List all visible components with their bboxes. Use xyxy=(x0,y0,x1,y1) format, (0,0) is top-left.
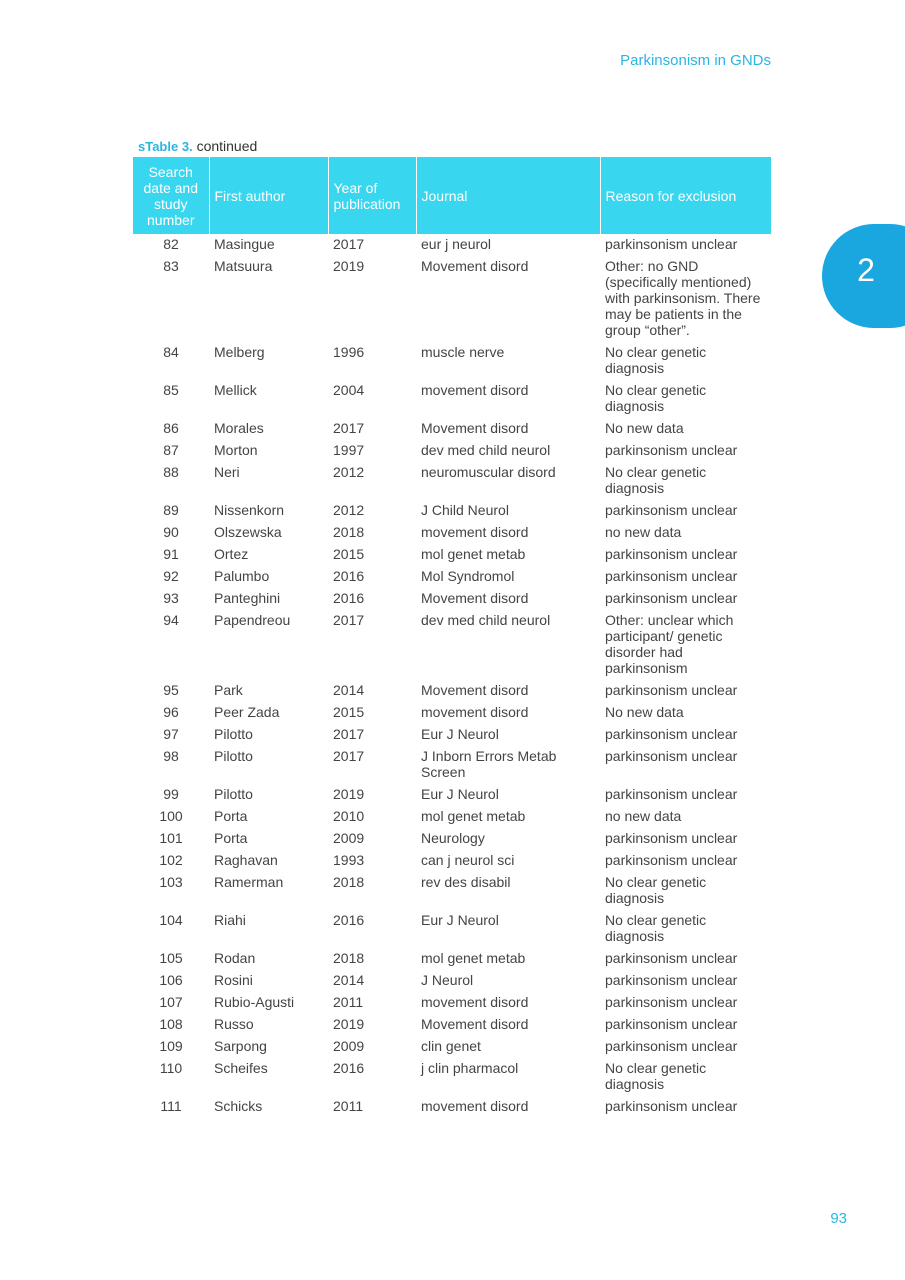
cell-study-number: 93 xyxy=(163,590,179,606)
cell-first-author: Raghavan xyxy=(214,852,278,868)
cell-journal: J Inborn Errors Metab Screen xyxy=(421,748,557,780)
cell-first-author: Pilotto xyxy=(214,726,253,742)
cell-first-author: Rodan xyxy=(214,950,256,966)
cell-study-number: 109 xyxy=(159,1038,183,1054)
cell-first-author: Scheifes xyxy=(214,1060,268,1076)
chapter-tab xyxy=(822,224,905,328)
cell-journal: clin genet xyxy=(421,1038,481,1054)
cell-journal: dev med child neurol xyxy=(421,612,551,628)
cell-study-number: 89 xyxy=(163,502,179,518)
cell-study-number: 105 xyxy=(159,950,183,966)
cell-first-author: Sarpong xyxy=(214,1038,267,1054)
cell-journal: eur j neurol xyxy=(421,236,492,252)
table-row xyxy=(133,610,771,680)
cell-journal: muscle nerve xyxy=(421,344,505,360)
cell-study-number: 96 xyxy=(163,704,179,720)
cell-reason: parkinsonism unclear xyxy=(605,442,738,458)
cell-first-author: Ramerman xyxy=(214,874,284,890)
cell-reason: no new data xyxy=(605,524,682,540)
table-caption-text: continued xyxy=(192,138,258,154)
header-reason: Reason for exclusion xyxy=(600,157,771,234)
cell-reason: parkinsonism unclear xyxy=(605,786,738,802)
table-row xyxy=(133,1014,771,1036)
cell-reason: No clear genetic diagnosis xyxy=(605,1060,707,1092)
table-row xyxy=(133,746,771,784)
cell-journal: Eur J Neurol xyxy=(421,912,499,928)
cell-reason: parkinsonism unclear xyxy=(605,972,738,988)
cell-first-author: Panteghini xyxy=(214,590,281,606)
cell-reason: No clear genetic diagnosis xyxy=(605,344,707,376)
cell-study-number: 97 xyxy=(163,726,179,742)
cell-reason: No new data xyxy=(605,704,684,720)
table-row xyxy=(133,992,771,1014)
cell-year: 2016 xyxy=(333,1060,365,1076)
header-year: Year of publication xyxy=(328,157,416,234)
cell-year: 2015 xyxy=(333,704,365,720)
cell-year: 1996 xyxy=(333,344,365,360)
cell-study-number: 87 xyxy=(163,442,179,458)
cell-first-author: Papendreou xyxy=(214,612,291,628)
cell-year: 2017 xyxy=(333,612,365,628)
table-row xyxy=(133,342,771,380)
cell-year: 2017 xyxy=(333,748,365,764)
cell-year: 2009 xyxy=(333,830,365,846)
cell-journal: dev med child neurol xyxy=(421,442,551,458)
cell-first-author: Mellick xyxy=(214,382,257,398)
cell-study-number: 103 xyxy=(159,874,183,890)
cell-first-author: Olszewska xyxy=(214,524,282,540)
cell-year: 2019 xyxy=(333,258,365,274)
cell-reason: No clear genetic diagnosis xyxy=(605,382,707,414)
cell-first-author: Neri xyxy=(214,464,240,480)
cell-first-author: Park xyxy=(214,682,243,698)
cell-journal: movement disord xyxy=(421,1098,529,1114)
header-study-number: Search date and study number xyxy=(133,157,209,234)
cell-reason: parkinsonism unclear xyxy=(605,1016,738,1032)
cell-first-author: Porta xyxy=(214,830,248,846)
table-row xyxy=(133,256,771,342)
cell-first-author: Schicks xyxy=(214,1098,263,1114)
table-row xyxy=(133,234,771,256)
cell-journal: Movement disord xyxy=(421,258,529,274)
cell-year: 2009 xyxy=(333,1038,365,1054)
cell-reason: parkinsonism unclear xyxy=(605,1098,738,1114)
cell-year: 2015 xyxy=(333,546,365,562)
table-body xyxy=(133,234,771,1118)
cell-reason: parkinsonism unclear xyxy=(605,726,738,742)
table-row xyxy=(133,500,771,522)
cell-journal: Mol Syndromol xyxy=(421,568,515,584)
cell-first-author: Melberg xyxy=(214,344,265,360)
table-row xyxy=(133,806,771,828)
cell-reason: parkinsonism unclear xyxy=(605,1038,738,1054)
table-row xyxy=(133,544,771,566)
cell-first-author: Porta xyxy=(214,808,248,824)
cell-year: 2017 xyxy=(333,420,365,436)
table-row xyxy=(133,910,771,948)
cell-study-number: 84 xyxy=(163,344,179,360)
cell-year: 2018 xyxy=(333,950,365,966)
table-row xyxy=(133,462,771,500)
table-row xyxy=(133,588,771,610)
chapter-number: 2 xyxy=(857,252,875,288)
cell-study-number: 107 xyxy=(159,994,183,1010)
cell-reason: parkinsonism unclear xyxy=(605,682,738,698)
cell-journal: Neurology xyxy=(421,830,485,846)
cell-year: 1993 xyxy=(333,852,365,868)
cell-journal: movement disord xyxy=(421,524,529,540)
cell-first-author: Morales xyxy=(214,420,264,436)
cell-reason: parkinsonism unclear xyxy=(605,568,738,584)
cell-year: 2016 xyxy=(333,590,365,606)
cell-reason: parkinsonism unclear xyxy=(605,994,738,1010)
cell-journal: Eur J Neurol xyxy=(421,726,499,742)
cell-reason: parkinsonism unclear xyxy=(605,502,738,518)
table-row xyxy=(133,872,771,910)
cell-journal: Movement disord xyxy=(421,682,529,698)
cell-study-number: 83 xyxy=(163,258,179,274)
cell-year: 2016 xyxy=(333,568,365,584)
table-row xyxy=(133,828,771,850)
table-row xyxy=(133,850,771,872)
cell-first-author: Palumbo xyxy=(214,568,270,584)
cell-year: 2004 xyxy=(333,382,365,398)
cell-reason: parkinsonism unclear xyxy=(605,852,738,868)
cell-journal: neuromuscular disord xyxy=(421,464,556,480)
cell-reason: parkinsonism unclear xyxy=(605,830,738,846)
table-row xyxy=(133,724,771,746)
table-row xyxy=(133,1096,771,1118)
cell-reason: No new data xyxy=(605,420,684,436)
cell-study-number: 88 xyxy=(163,464,179,480)
cell-year: 2019 xyxy=(333,786,365,802)
cell-journal: movement disord xyxy=(421,994,529,1010)
cell-journal: movement disord xyxy=(421,382,529,398)
table-row xyxy=(133,566,771,588)
cell-year: 2014 xyxy=(333,682,365,698)
cell-study-number: 108 xyxy=(159,1016,183,1032)
running-head: Parkinsonism in GNDs xyxy=(620,52,771,69)
cell-year: 2019 xyxy=(333,1016,365,1032)
cell-year: 2011 xyxy=(333,994,364,1010)
cell-journal: Eur J Neurol xyxy=(421,786,499,802)
cell-study-number: 98 xyxy=(163,748,179,764)
cell-journal: rev des disabil xyxy=(421,874,511,890)
table-row xyxy=(133,970,771,992)
table-row xyxy=(133,948,771,970)
cell-study-number: 111 xyxy=(160,1098,182,1114)
table-row xyxy=(133,702,771,724)
cell-reason: parkinsonism unclear xyxy=(605,236,738,252)
cell-reason: Other: no GND (specifically mentioned) with parkinsonism. There may be patients in the group “other”. xyxy=(605,258,761,338)
cell-first-author: Rosini xyxy=(214,972,253,988)
cell-journal: Movement disord xyxy=(421,590,529,606)
cell-first-author: Masingue xyxy=(214,236,275,252)
cell-year: 2018 xyxy=(333,874,365,890)
cell-reason: Other: unclear which participant/ genetic disorder had parkinsonism xyxy=(605,612,734,676)
page-number: 93 xyxy=(830,1210,847,1227)
cell-first-author: Ortez xyxy=(214,546,249,562)
cell-reason: parkinsonism unclear xyxy=(605,950,738,966)
cell-year: 2011 xyxy=(333,1098,364,1114)
cell-journal: j clin pharmacol xyxy=(421,1060,519,1076)
cell-journal: Movement disord xyxy=(421,1016,529,1032)
cell-study-number: 100 xyxy=(159,808,183,824)
cell-study-number: 99 xyxy=(163,786,179,802)
cell-year: 2014 xyxy=(333,972,365,988)
cell-first-author: Pilotto xyxy=(214,748,253,764)
cell-year: 2010 xyxy=(333,808,365,824)
table-caption xyxy=(138,138,257,154)
cell-first-author: Pilotto xyxy=(214,786,253,802)
table-row xyxy=(133,680,771,702)
cell-first-author: Morton xyxy=(214,442,258,458)
cell-journal: Movement disord xyxy=(421,420,529,436)
table-row xyxy=(133,440,771,462)
cell-study-number: 90 xyxy=(163,524,179,540)
cell-journal: can j neurol sci xyxy=(421,852,515,868)
cell-study-number: 94 xyxy=(163,612,179,628)
cell-study-number: 86 xyxy=(163,420,179,436)
cell-first-author: Peer Zada xyxy=(214,704,280,720)
cell-year: 1997 xyxy=(333,442,365,458)
cell-year: 2016 xyxy=(333,912,365,928)
cell-reason: No clear genetic diagnosis xyxy=(605,912,707,944)
cell-journal: mol genet metab xyxy=(421,950,526,966)
cell-first-author: Riahi xyxy=(214,912,246,928)
header-first-author: First author xyxy=(209,157,328,234)
cell-journal: J Neurol xyxy=(421,972,474,988)
cell-study-number: 110 xyxy=(159,1060,183,1076)
cell-first-author: Rubio-Agusti xyxy=(214,994,295,1010)
cell-reason: parkinsonism unclear xyxy=(605,546,738,562)
table-row xyxy=(133,1058,771,1096)
cell-year: 2017 xyxy=(333,236,365,252)
cell-journal: movement disord xyxy=(421,704,529,720)
exclusion-table xyxy=(133,157,771,1118)
table-header-row xyxy=(133,157,771,234)
table-caption-label: sTable 3. xyxy=(138,139,193,154)
cell-study-number: 102 xyxy=(159,852,183,868)
cell-first-author: Matsuura xyxy=(214,258,273,274)
table-row xyxy=(133,1036,771,1058)
cell-first-author: Nissenkorn xyxy=(214,502,285,518)
cell-reason: parkinsonism unclear xyxy=(605,590,738,606)
cell-study-number: 92 xyxy=(163,568,179,584)
cell-study-number: 104 xyxy=(159,912,183,928)
cell-journal: mol genet metab xyxy=(421,546,526,562)
cell-year: 2018 xyxy=(333,524,365,540)
cell-year: 2012 xyxy=(333,464,365,480)
cell-journal: J Child Neurol xyxy=(421,502,509,518)
cell-year: 2012 xyxy=(333,502,365,518)
cell-study-number: 91 xyxy=(163,546,179,562)
table-row xyxy=(133,784,771,806)
cell-reason: No clear genetic diagnosis xyxy=(605,874,707,906)
cell-first-author: Russo xyxy=(214,1016,254,1032)
cell-study-number: 101 xyxy=(159,830,183,846)
cell-reason: parkinsonism unclear xyxy=(605,748,738,764)
header-journal: Journal xyxy=(416,157,600,234)
cell-study-number: 82 xyxy=(163,236,179,252)
table-row xyxy=(133,380,771,418)
cell-year: 2017 xyxy=(333,726,365,742)
cell-study-number: 95 xyxy=(163,682,179,698)
cell-reason: no new data xyxy=(605,808,682,824)
table-row xyxy=(133,418,771,440)
cell-reason: No clear genetic diagnosis xyxy=(605,464,707,496)
cell-study-number: 85 xyxy=(163,382,179,398)
cell-study-number: 106 xyxy=(159,972,183,988)
cell-journal: mol genet metab xyxy=(421,808,526,824)
table-row xyxy=(133,522,771,544)
